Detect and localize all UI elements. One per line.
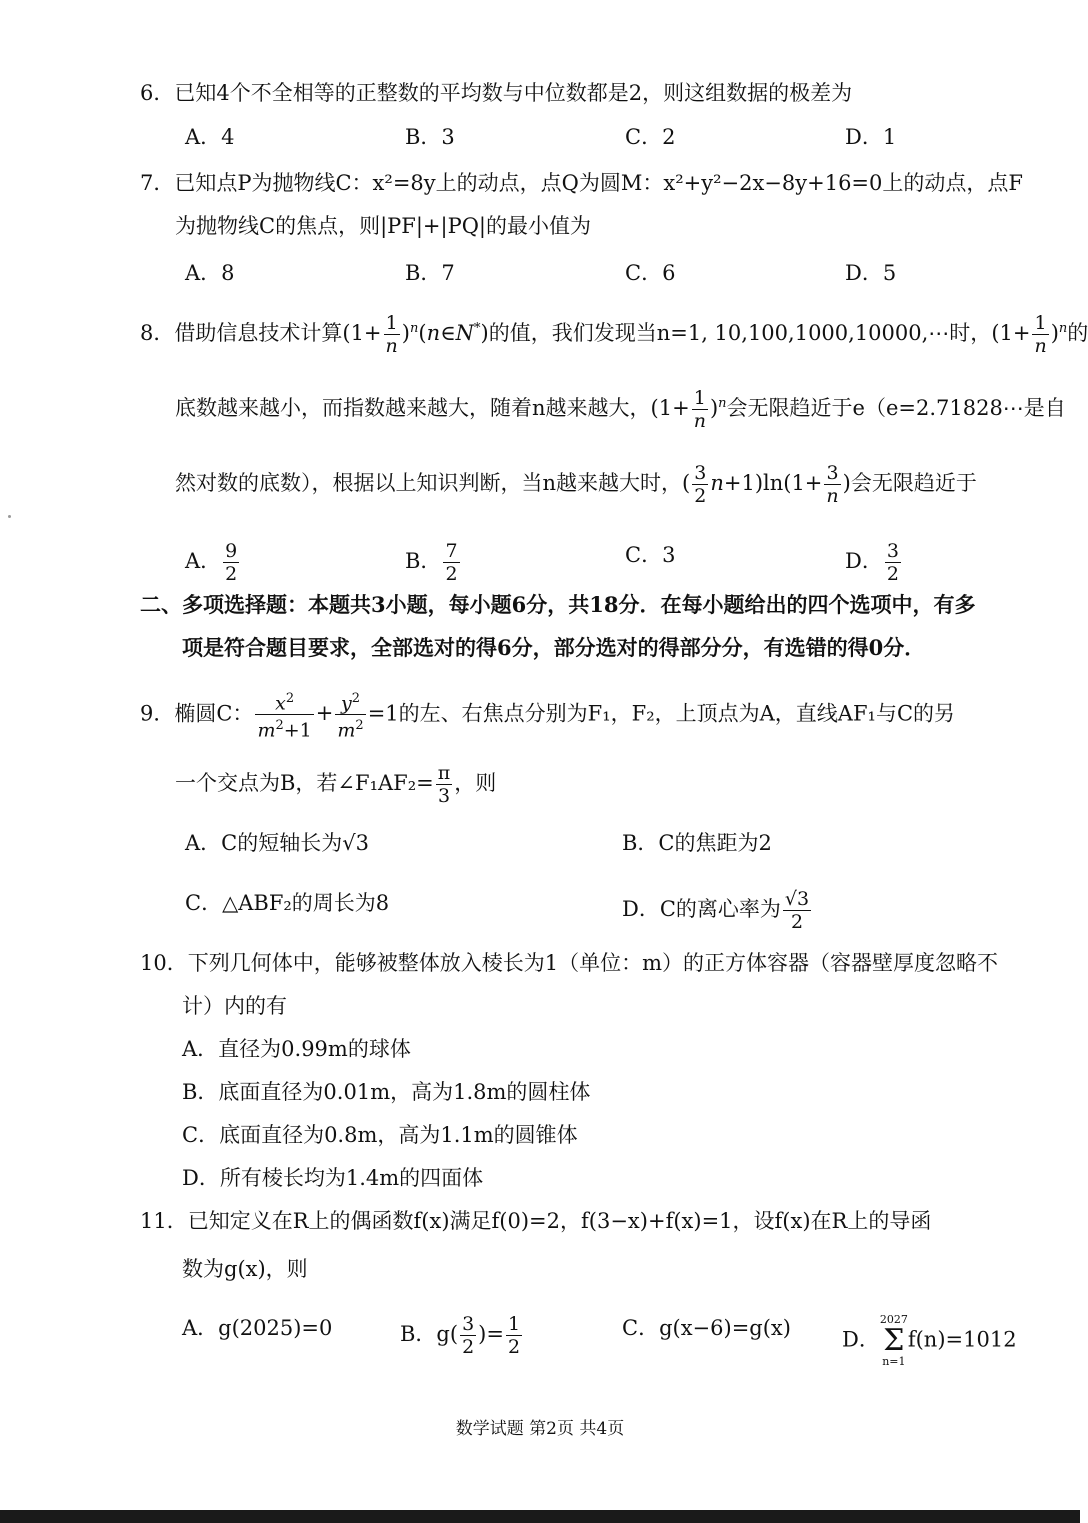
q8-line1-text-c: 的 [1067, 321, 1088, 345]
q8-expression-1: (1+ $\frac{1}{n}$ )$^n$(n∈N*) [342, 312, 489, 357]
q7-line1: 7．已知点P为抛物线C：x²=8y上的动点，点Q为圆M：x²+y²−2x−8y+16=0上的动点，点F [140, 171, 1023, 195]
q9-ellipse-equation: $\frac{x^2}{m^2+1}$ + $\frac{y^2}{m^2}$ [253, 701, 367, 725]
q9-line1 [140, 688, 955, 742]
q6-option-b: B．3 [405, 125, 455, 149]
q8-option-d: D． $\frac{3}{2}$ [845, 540, 899, 585]
q9-line2-text-a: 一个交点为B，若∠F₁AF₂= [175, 771, 434, 795]
q11-option-d: D． 2027 Σ n=1 f(n)=1012 [842, 1313, 1017, 1368]
q8-option-a: A． $\frac{9}{2}$ [185, 540, 238, 585]
q10-option-d: D．所有棱长均为1.4m的四面体 [182, 1166, 484, 1190]
q9-line1-text-b: =1的左、右焦点分别为F₁，F₂，上顶点为A，直线AF₁与C的另 [367, 701, 956, 726]
q9-option-a: A．C的短轴长为√3 [185, 831, 369, 855]
q9-line1-text-a: 9．椭圆C： [140, 701, 254, 726]
q10-line1: 10．下列几何体中，能够被整体放入棱长为1（单位：m）的正方体容器（容器壁厚度忽略不 [140, 951, 998, 975]
scan-margin-mark [8, 515, 11, 518]
q9-line2 [175, 762, 496, 807]
q6-option-c: C．2 [625, 125, 676, 149]
q9-line2-text-b: ，则 [454, 771, 497, 795]
q7-option-c: C．6 [625, 261, 676, 285]
q8-line3-text-b: 会无限趋近于 [850, 471, 977, 495]
q10-option-c: C．底面直径为0.8m，高为1.1m的圆锥体 [182, 1123, 578, 1147]
q10-option-a: A．直径为0.99m的球体 [182, 1037, 411, 1061]
q7-line2: 为抛物线C的焦点，则|PF|+|PQ|的最小值为 [175, 214, 592, 238]
q8-line2-text-b: 会无限趋近于e（e=2.71828⋯是自 [726, 396, 1066, 420]
q11-line1: 11．已知定义在R上的偶函数f(x)满足f(0)=2，f(3−x)+f(x)=1，设f(x)在R上的导函 [140, 1209, 932, 1233]
q7-option-b: B．7 [405, 261, 455, 285]
q11-option-c: C．g(x−6)=g(x) [622, 1316, 791, 1340]
q8-expression-2: (1+ $\frac{1}{n}$ )$^n$ [991, 312, 1068, 357]
q8-line1-text-b: 的值，我们发现当n=1, 10,100,1000,10000,⋯时， [488, 321, 992, 345]
q8-option-c: C．3 [625, 543, 676, 567]
q8-line3 [175, 462, 977, 507]
q9-angle-fraction: $\frac{\pi}{3}$ [437, 762, 451, 807]
q6-stem: 6．已知4个不全相等的正整数的平均数与中位数都是2，则这组数据的极差为 [140, 81, 853, 105]
q10-line2: 计）内的有 [182, 994, 287, 1018]
q8-line1 [140, 312, 1088, 357]
q6-option-a: A．4 [185, 125, 235, 149]
q8-line1-text-a: 8．借助信息技术计算 [140, 321, 343, 345]
section2-heading-line1: 二、多项选择题：本题共3小题，每小题6分，共18分．在每小题给出的四个选项中，有多 [140, 592, 976, 617]
q8-line2-text-a: 底数越来越小，而指数越来越大，随着n越来越大， [175, 396, 651, 420]
q11-option-a: A．g(2025)=0 [182, 1316, 333, 1340]
q11-option-b: B．g( $\frac{3}{2}$ )= $\frac{1}{2}$ [400, 1313, 521, 1358]
section2-heading-line2: 项是符合题目要求，全部选对的得6分，部分选对的得部分分，有选错的得0分． [182, 635, 926, 660]
q9-option-c: C．△ABF₂的周长为8 [185, 891, 390, 915]
q10-option-b: B．底面直径为0.01m，高为1.8m的圆柱体 [182, 1080, 591, 1104]
scan-bottom-edge [0, 1510, 1080, 1523]
q8-expression-4: ( $\frac{3}{2}$ n+1)ln(1+ $\frac{3}{n}$ ) [682, 462, 851, 507]
q9-option-d: D．C的离心率为 $\frac{√3}{2}$ [622, 888, 810, 933]
q9-option-b: B．C的焦距为2 [622, 831, 772, 855]
q8-line2 [175, 387, 1066, 432]
q8-line3-text-a: 然对数的底数），根据以上知识判断，当n越来越大时， [175, 471, 683, 495]
page-footer: 数学试题 第2页 共4页 [455, 1419, 625, 1439]
q8-option-b: B． $\frac{7}{2}$ [405, 540, 458, 585]
q7-option-a: A．8 [185, 261, 235, 285]
q6-option-d: D．1 [845, 125, 897, 149]
q11-line2: 数为g(x)，则 [182, 1257, 308, 1281]
q7-option-d: D．5 [845, 261, 897, 285]
q8-expression-3: (1+ $\frac{1}{n}$ )$^n$ [650, 387, 727, 432]
